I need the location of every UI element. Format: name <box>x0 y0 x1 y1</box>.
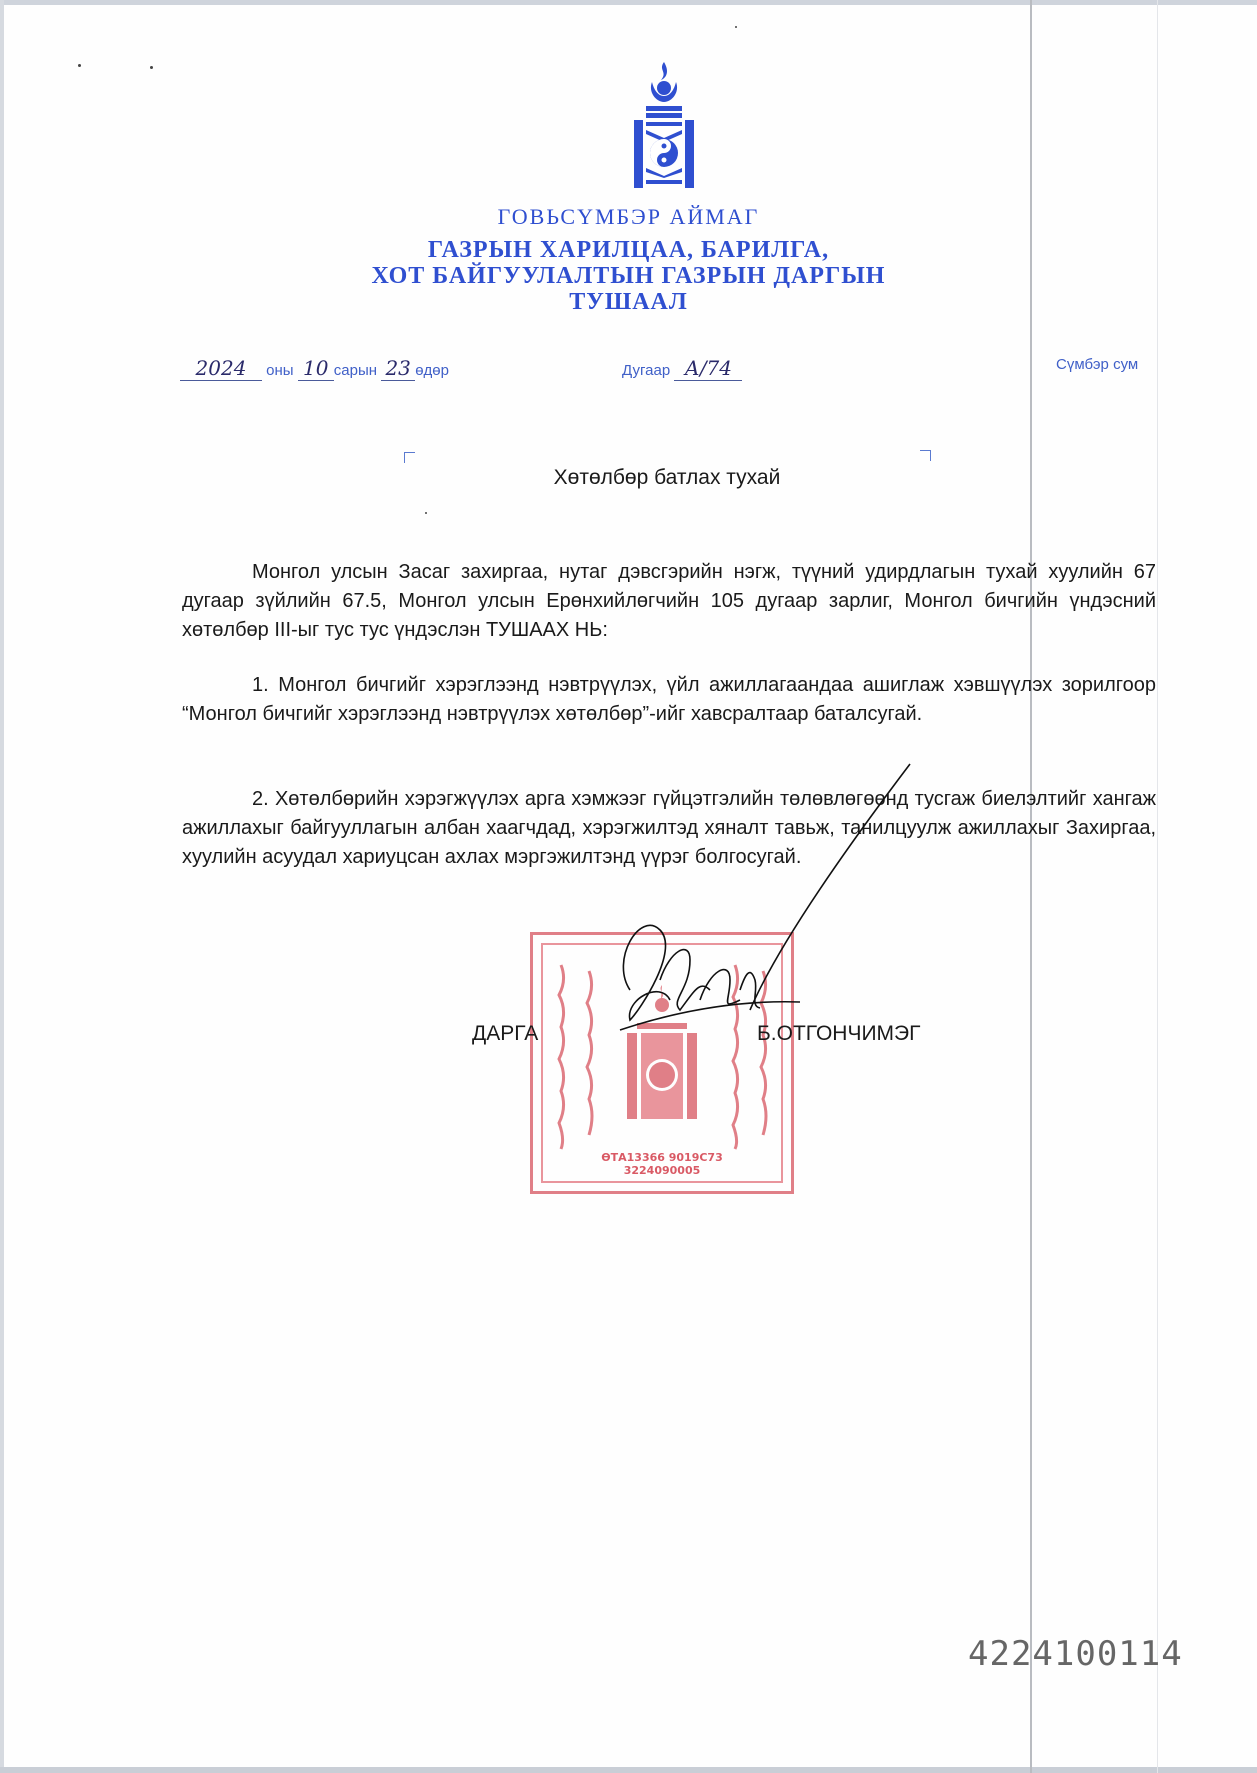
date-month-label: сарын <box>333 362 378 379</box>
seal-code-line1: ӨТА13366 9019С73 <box>601 1151 723 1164</box>
title-bracket-left <box>404 452 415 463</box>
signatory-title: ДАРГА <box>472 1022 539 1045</box>
date-month: 10 <box>298 356 334 381</box>
order-item-2: 2. Хөтөлбөрийн хэрэгжүүлэх арга хэмжээг гүйцэтгэлийн төлөвлөгөөнд тусгаж биелэлтийг хангаж ажиллахыг байгууллагын албан хаагчдад, хэрэгжилтэд хяналт тавьж, танилцуулж ажиллахыг Захиргаа, хуулийн асуудал хариуцсан ахлах мэргэжилтэнд үүрэг болгосугай. <box>182 788 1156 868</box>
registration-number: 4224100114 <box>968 1634 1183 1674</box>
scan-speck <box>78 64 81 67</box>
organization-name-line2: ХОТ БАЙГУУЛАЛТЫН ГАЗРЫН ДАРГЫН <box>371 263 886 289</box>
scan-edge-top <box>0 0 1257 5</box>
order-number: А/74 <box>674 356 742 381</box>
number-field <box>622 356 742 381</box>
number-label: Дугаар <box>622 362 671 379</box>
aimag-name: ГОВЬСҮМБЭР АЙМАГ <box>497 204 760 229</box>
date-year-label: оны <box>266 362 294 379</box>
title-bracket-right <box>920 450 931 461</box>
handwritten-signature <box>600 760 920 1090</box>
document-type: ТУШААЛ <box>569 289 688 315</box>
date-day-label: өдөр <box>415 362 449 379</box>
scan-edge-bottom <box>0 1767 1257 1773</box>
scan-speck <box>735 26 737 28</box>
scan-speck <box>425 512 427 514</box>
signatory-name: Б.ОТГОНЧИМЭГ <box>757 1022 921 1045</box>
soyombo-emblem-icon <box>628 60 700 192</box>
date-day: 23 <box>381 356 415 381</box>
date-field <box>180 356 449 381</box>
scan-speck <box>150 66 153 69</box>
document-title: Хөтөлбөр батлах тухай <box>553 466 781 489</box>
order-item-1: 1. Монгол бичгийг хэрэглээнд нэвтрүүлэх, үйл ажиллагаандаа ашиглаж хэвшүүлэх зорилгоор “Монгол бичгийг хэрэглээнд нэвтрүүлэх хөтөлбөр”-ийг хавсралтаар баталсугай. <box>182 674 1156 725</box>
preamble-paragraph: Монгол улсын Засаг захиргаа, нутаг дэвсгэрийн нэгж, түүний удирдлагын тухай хуулийн 67 дугаар зүйлийн 67.5, Монгол улсын Ерөнхийлөгчийн 105 дугаар зарлиг, Монгол бичгийн үндэсний хөтөлбөр III-ыг тус тус үндэслэн ТУШААХ НЬ: <box>182 561 1156 641</box>
organization-name-line1: ГАЗРЫН ХАРИЛЦАА, БАРИЛГА, <box>427 237 830 263</box>
date-year: 2024 <box>180 356 262 381</box>
place-name: Сүмбэр сум <box>1056 356 1139 373</box>
seal-code-line2: 3224090005 <box>623 1164 701 1177</box>
